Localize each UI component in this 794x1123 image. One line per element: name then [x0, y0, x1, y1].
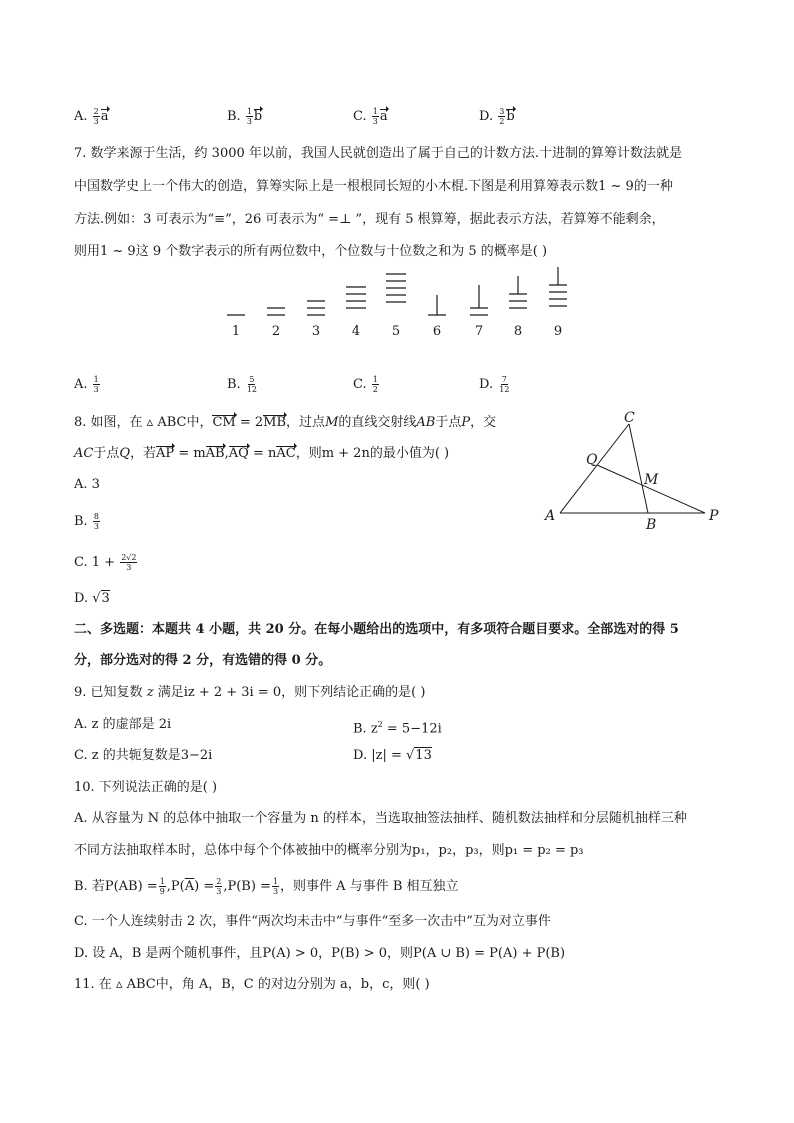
line-cb: [629, 424, 648, 513]
rod-digit-6: 6: [432, 324, 442, 339]
q6-option-a: A. $\frac{2}{3}$ a: [74, 107, 109, 126]
q10-option-b: B. 若P(AB) = $\frac{1}{9}$ $,P(\overline{A})$ = $\frac{2}{3}$ ,P(B) = $\frac{1}{3}$ ，则事件 A 与事件 B 相互独立: [74, 877, 459, 896]
q9-stem: 9. 已知复数 z 满足iz + 2 + 3i = 0，则下列结论正确的是( ): [74, 685, 426, 700]
q7-option-a: A. $\frac{1}{3}$: [74, 375, 99, 394]
label-q: Q: [586, 452, 598, 468]
q11-stem: 11. 在 ▵ ABC中，角 A，B，C 的对边分别为 a，b，c，则( ): [74, 977, 430, 992]
q7-line-3: 方法.例如：3 可表示为“≡”，26 可表示为“ =⊥ ”，现有 5 根算筹，据此表示方法，若算筹不能剩余，: [74, 212, 665, 227]
q9-option-b: B. $z^2 = 5-12i$: [353, 720, 442, 737]
label-c: C: [624, 410, 635, 426]
q10-option-a-line-1: A. 从容量为 N 的总体中抽取一个容量为 n 的样本，当选取抽签法抽样、随机数法抽样和分层随机抽样三种: [74, 811, 687, 826]
q8-line-1: 8. 如图，在 ▵ ABC中，CM = 2MB，过点M的直线交射线AB于点P，交: [74, 415, 497, 430]
q8-line-2: AC于点Q，若AP = mAB,AQ = nAC，则m + 2n的最小值为( ): [74, 446, 450, 461]
label-p: P: [709, 508, 719, 524]
q9-option-a: A. z 的虚部是 2i: [74, 717, 172, 732]
q7-line-2: 中国数学史上一个伟大的创造，算筹实际上是一根根同长短的小木棍.下图是利用算筹表示数1 ~ 9的一种: [74, 179, 673, 194]
q10-option-a-line-2: 不同方法抽取样本时，总体中每个个体被抽中的概率分别为p₁，p₂，p₃，则p₁ = p₂ = p₃: [74, 843, 584, 858]
label-b: B: [646, 517, 657, 533]
q7-line-1: 7. 数学来源于生活，约 3000 年以前，我国人民就创造出了属于自己的计数方法.十进制的算筹计数法就是: [74, 146, 683, 161]
label-a: A: [545, 508, 556, 524]
q7-line-4: 则用1 ~ 9这 9 个数字表示的所有两位数中，个位数与十位数之和为 5 的概率是( ): [74, 244, 548, 259]
rod-strokes: [227, 267, 567, 315]
q10-stem: 10. 下列说法正确的是( ): [74, 780, 218, 795]
rod-digit-5: 5: [391, 324, 401, 339]
q7-option-d: D. $\frac{7}{12}$: [479, 375, 510, 394]
rod-digit-3: 3: [311, 324, 321, 339]
rod-digit-7: 7: [474, 324, 484, 339]
q6-option-b: B. $\frac{1}{3}$ b: [227, 107, 263, 126]
q9-option-d: D. |z| = √13: [353, 748, 432, 763]
line-ac: [560, 424, 629, 513]
rod-digit-1: 1: [231, 324, 241, 339]
q10-option-d: D. 设 A，B 是两个随机事件，且P(A) > 0，P(B) > 0，则P(A ∪ B) = P(A) + P(B): [74, 946, 566, 961]
section-2-line-1: 二、多选题：本题共 4 小题，共 20 分。在每小题给出的选项中，有多项符合题目要求。全部选对的得 5: [74, 622, 679, 637]
triangle-figure: [540, 410, 730, 535]
label-m: M: [644, 472, 659, 488]
q10-option-c: C. 一个人连续射击 2 次，事件“两次均未击中”与事件“至多一次击中”互为对立事件: [74, 914, 551, 929]
rod-digit-8: 8: [513, 324, 523, 339]
rod-digit-4: 4: [351, 324, 361, 339]
q8-option-a: A. 3: [74, 477, 100, 492]
q7-option-c: C. $\frac{1}{2}$: [353, 375, 378, 394]
q8-option-b: B. $\frac{8}{3}$: [74, 512, 99, 531]
q6-option-d: D. $\frac{3}{2}$ b: [479, 107, 515, 126]
counting-rods-figure: [215, 265, 585, 343]
section-2-line-2: 分，部分选对的得 2 分，有选错的得 0 分。: [74, 653, 332, 668]
q6-option-c: C. $\frac{1}{3}$ a: [353, 107, 388, 126]
rod-digit-2: 2: [271, 324, 281, 339]
rod-digit-9: 9: [553, 324, 563, 339]
q7-option-b: B. $\frac{5}{12}$: [227, 375, 258, 394]
q8-option-c: C. 1 + $\frac{2√2}{3}$: [74, 553, 137, 572]
q9-option-c: C. z 的共轭复数是3−2i: [74, 748, 213, 763]
q8-option-d: D. √3: [74, 591, 110, 606]
